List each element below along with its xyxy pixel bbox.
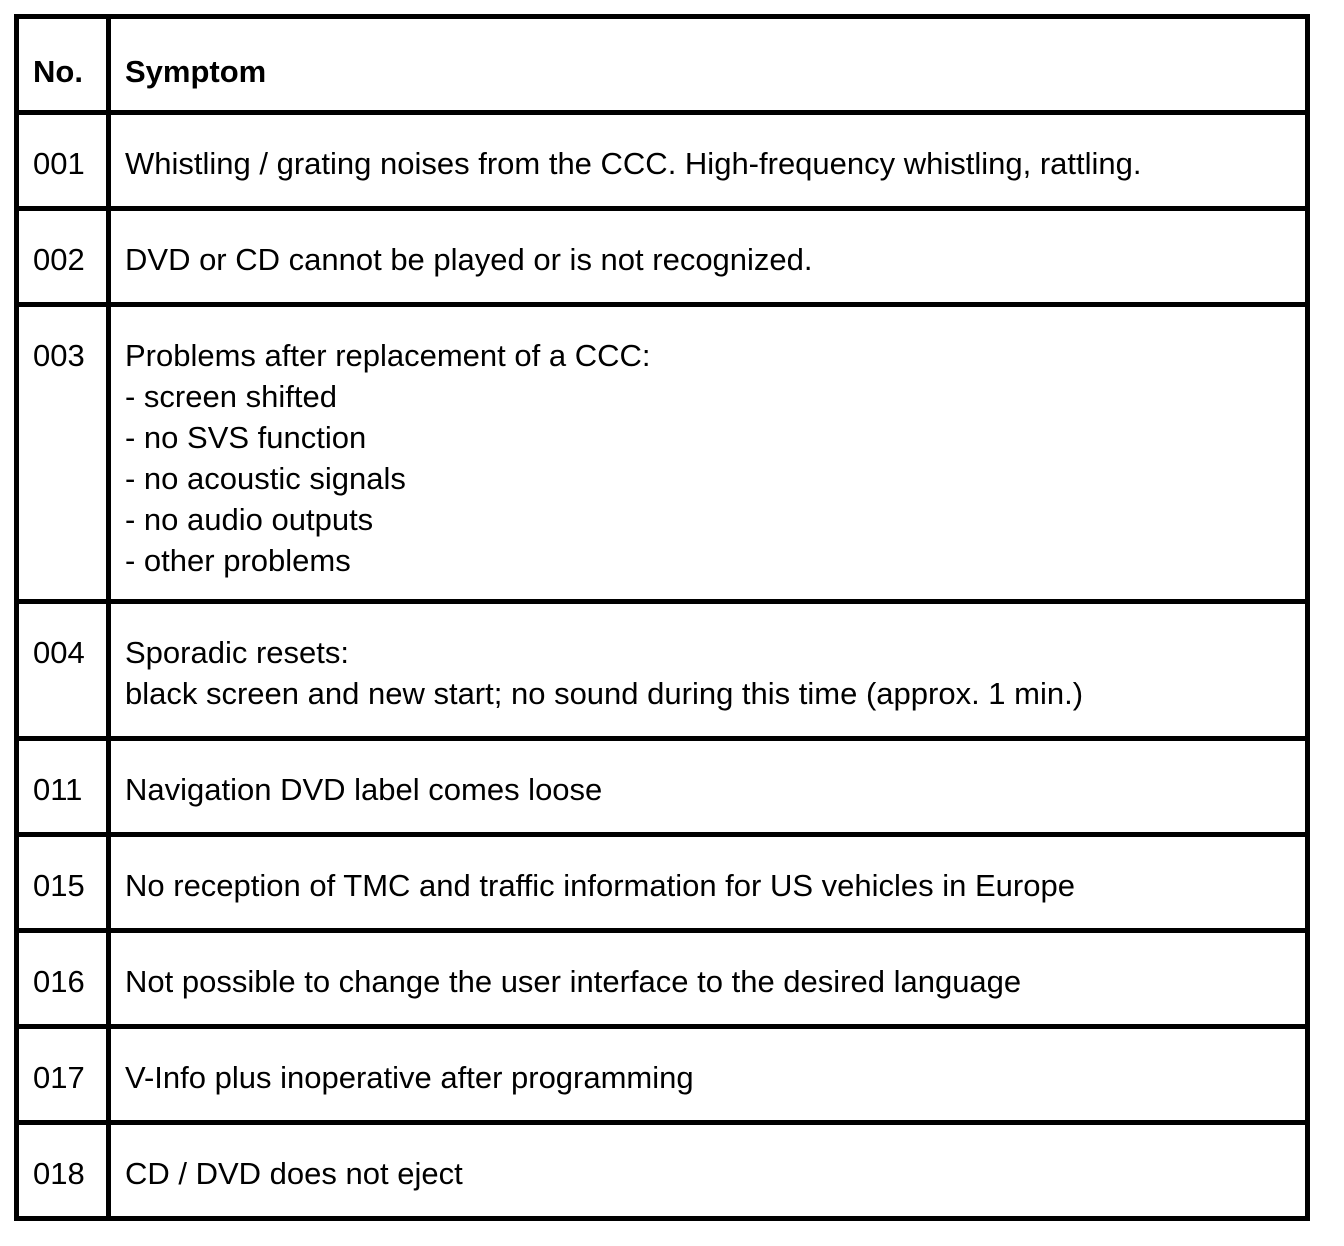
row-number: 016 — [17, 931, 109, 1027]
row-number: 003 — [17, 305, 109, 602]
table-row — [17, 931, 1308, 1027]
row-number: 015 — [17, 835, 109, 931]
table-row — [17, 602, 1308, 739]
symptom-text: - no audio outputs — [125, 502, 374, 537]
symptom-table — [14, 14, 1310, 1221]
symptom-cell — [109, 113, 1308, 209]
symptom-text: DVD or CD cannot be played or is not recognized. — [125, 242, 813, 277]
table-row — [17, 209, 1308, 305]
symptom-text: - no SVS function — [125, 420, 367, 455]
row-number: 018 — [17, 1123, 109, 1219]
row-number: 011 — [17, 739, 109, 835]
row-number: 004 — [17, 602, 109, 739]
row-number: 001 — [17, 113, 109, 209]
symptom-cell — [109, 835, 1308, 931]
table-row — [17, 835, 1308, 931]
symptom-cell — [109, 305, 1308, 602]
table-row — [17, 739, 1308, 835]
symptom-text: Navigation DVD label comes loose — [125, 772, 603, 807]
symptom-text: Problems after replacement of a CCC: — [125, 338, 651, 373]
table-row — [17, 1027, 1308, 1123]
symptom-cell — [109, 739, 1308, 835]
table-row — [17, 113, 1308, 209]
symptom-text: - screen shifted — [125, 379, 337, 414]
symptom-text: No reception of TMC and traffic information for US vehicles in Europe — [125, 868, 1075, 903]
symptom-text: - no acoustic signals — [125, 461, 406, 496]
row-number: 002 — [17, 209, 109, 305]
table-row — [17, 305, 1308, 602]
symptom-text: Sporadic resets: — [125, 635, 349, 670]
symptom-cell — [109, 931, 1308, 1027]
symptom-text: black screen and new start; no sound during this time (approx. 1 min.) — [125, 676, 1084, 711]
symptom-cell — [109, 1027, 1308, 1123]
symptom-text: CD / DVD does not eject — [125, 1156, 463, 1191]
table-row — [17, 1123, 1308, 1219]
column-header-symptom: Symptom — [109, 17, 1308, 113]
symptom-text: Whistling / grating noises from the CCC. High-frequency whistling, rattling. — [125, 146, 1142, 181]
symptom-text: V-Info plus inoperative after programming — [125, 1060, 694, 1095]
row-number: 017 — [17, 1027, 109, 1123]
symptom-cell — [109, 1123, 1308, 1219]
symptom-cell — [109, 209, 1308, 305]
column-header-no: No. — [17, 17, 109, 113]
symptom-cell — [109, 602, 1308, 739]
symptom-text: Not possible to change the user interface to the desired language — [125, 964, 1022, 999]
symptom-text: - other problems — [125, 543, 351, 578]
table-header-row — [17, 17, 1308, 113]
